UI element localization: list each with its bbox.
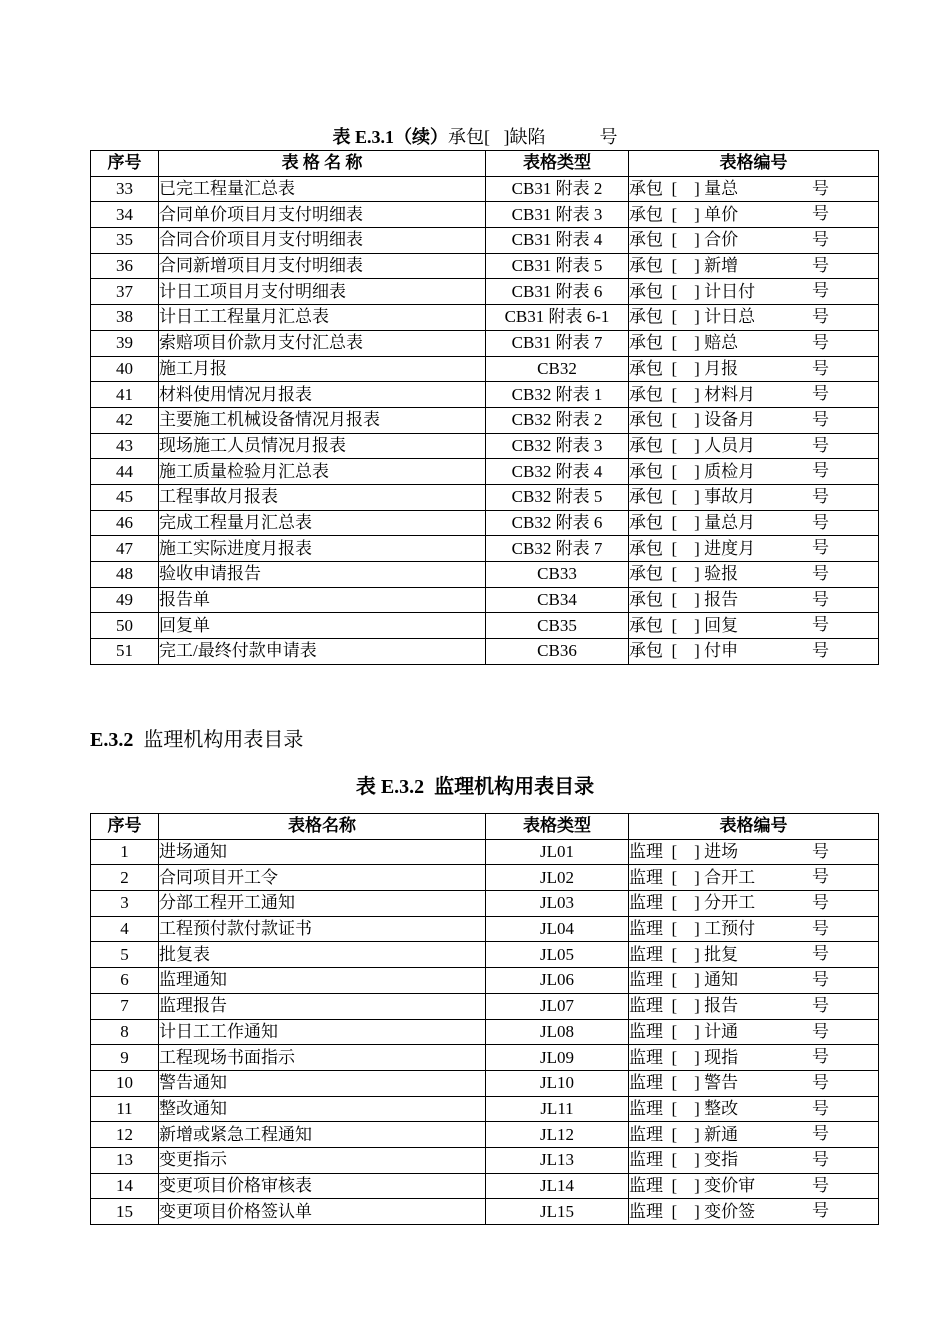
table-row: [91, 407, 879, 433]
table-row: [91, 1096, 879, 1122]
form-code: [629, 330, 879, 356]
table-row: [91, 510, 879, 536]
row-number: 44: [91, 459, 159, 485]
form-code: [629, 562, 879, 588]
form-code-suffix: 号: [812, 204, 829, 224]
form-code: [629, 968, 879, 994]
form-code: [629, 1199, 879, 1225]
row-number: 43: [91, 433, 159, 459]
row-number: 39: [91, 330, 159, 356]
form-code: [629, 1147, 879, 1173]
form-name: 工程现场书面指示: [159, 1045, 486, 1071]
form-code: [629, 484, 879, 510]
form-name: 回复单: [159, 613, 486, 639]
table-row: [91, 305, 879, 331]
table2-caption-label: 表 E.3.2 监理机构用表目录: [355, 776, 595, 798]
row-number: 11: [91, 1096, 159, 1122]
form-code-prefix: 监理 [ ] 通知: [629, 970, 739, 990]
row-number: 46: [91, 510, 159, 536]
form-name: 施工月报: [159, 356, 486, 382]
column-header-type: 表格类型: [486, 814, 629, 840]
form-type: JL04: [486, 916, 629, 942]
form-code-suffix: 号: [812, 409, 829, 429]
form-code-suffix: 号: [812, 918, 829, 938]
table-row: [91, 1147, 879, 1173]
table-row: [91, 942, 879, 968]
form-name: 合同项目开工令: [159, 865, 486, 891]
form-type: CB32 附表 4: [486, 459, 629, 485]
table-row: [91, 433, 879, 459]
form-code-prefix: 承包 [ ] 进度月: [629, 538, 756, 558]
form-name: 分部工程开工通知: [159, 891, 486, 917]
row-number: 10: [91, 1070, 159, 1096]
row-number: 2: [91, 865, 159, 891]
form-code-suffix: 号: [812, 435, 829, 455]
form-code-suffix: 号: [812, 358, 829, 378]
form-name: 警告通知: [159, 1070, 486, 1096]
row-number: 48: [91, 562, 159, 588]
row-number: 9: [91, 1045, 159, 1071]
form-name: 监理报告: [159, 993, 486, 1019]
form-code: [629, 865, 879, 891]
row-number: 38: [91, 305, 159, 331]
table-row: [91, 639, 879, 665]
form-code: [629, 510, 879, 536]
row-number: 37: [91, 279, 159, 305]
form-type: JL01: [486, 839, 629, 865]
form-code-prefix: 承包 [ ] 新增: [629, 256, 739, 276]
form-code-suffix: 号: [812, 512, 829, 532]
form-name: 完成工程量月汇总表: [159, 510, 486, 536]
form-type: CB35: [486, 613, 629, 639]
form-code-suffix: 号: [812, 615, 829, 635]
table-row: [91, 382, 879, 408]
form-type: JL13: [486, 1147, 629, 1173]
form-code-prefix: 承包 [ ] 验报: [629, 564, 739, 584]
section-heading: [90, 728, 303, 752]
form-code-prefix: 监理 [ ] 分开工: [629, 893, 756, 913]
table1-caption-text: 承包[ ]缺陷 号: [448, 127, 618, 147]
form-code-prefix: 监理 [ ] 整改: [629, 1098, 739, 1118]
form-code-suffix: 号: [812, 1175, 829, 1195]
form-code-suffix: 号: [812, 486, 829, 506]
form-code: [629, 253, 879, 279]
table2-body: [91, 839, 879, 1224]
table1-header-row: [91, 151, 879, 177]
form-type: CB32 附表 1: [486, 382, 629, 408]
form-name: 索赔项目价款月支付汇总表: [159, 330, 486, 356]
section-number: E.3.2: [90, 729, 134, 751]
form-code-suffix: 号: [812, 461, 829, 481]
row-number: 41: [91, 382, 159, 408]
row-number: 5: [91, 942, 159, 968]
column-header-name: 表格名称: [159, 814, 486, 840]
form-code-suffix: 号: [812, 867, 829, 887]
column-header-no: 序号: [91, 814, 159, 840]
form-type: JL09: [486, 1045, 629, 1071]
form-code-suffix: 号: [812, 564, 829, 583]
form-code-prefix: 监理 [ ] 新通: [629, 1124, 739, 1144]
form-code: [629, 382, 879, 408]
form-code: [629, 993, 879, 1019]
table1-caption-label: 表 E.3.1（续）: [332, 127, 448, 147]
row-number: 36: [91, 253, 159, 279]
row-number: 7: [91, 993, 159, 1019]
form-type: CB31 附表 5: [486, 253, 629, 279]
form-type: JL08: [486, 1019, 629, 1045]
form-code: [629, 1173, 879, 1199]
form-code: [629, 1096, 879, 1122]
form-code-suffix: 号: [812, 255, 829, 275]
form-code-prefix: 承包 [ ] 月报: [629, 358, 739, 378]
table-row: [91, 1045, 879, 1071]
table-row: [91, 253, 879, 279]
row-number: 42: [91, 407, 159, 433]
table1: [90, 150, 879, 665]
form-type: CB31 附表 4: [486, 228, 629, 254]
form-type: JL07: [486, 993, 629, 1019]
form-code: [629, 279, 879, 305]
form-name: 主要施工机械设备情况月报表: [159, 407, 486, 433]
form-code: [629, 1122, 879, 1148]
row-number: 15: [91, 1199, 159, 1225]
form-code-prefix: 承包 [ ] 事故月: [629, 487, 756, 507]
form-name: 验收申请报告: [159, 562, 486, 588]
form-code-prefix: 监理 [ ] 现指: [629, 1047, 739, 1067]
form-code: [629, 305, 879, 331]
row-number: 3: [91, 891, 159, 917]
form-code-prefix: 承包 [ ] 单价: [629, 204, 739, 224]
form-code: [629, 176, 879, 202]
form-code-prefix: 监理 [ ] 变价审: [629, 1175, 756, 1195]
form-type: CB32 附表 5: [486, 484, 629, 510]
form-type: CB33: [486, 562, 629, 588]
form-name: 施工质量检验月汇总表: [159, 459, 486, 485]
form-name: 进场通知: [159, 839, 486, 865]
form-code-suffix: 号: [812, 944, 829, 964]
form-type: JL02: [486, 865, 629, 891]
table-row: [91, 1070, 879, 1096]
form-code-suffix: 号: [812, 970, 829, 990]
form-code: [629, 613, 879, 639]
form-name: 批复表: [159, 942, 486, 968]
form-name: 变更项目价格审核表: [159, 1173, 486, 1199]
form-name: 施工实际进度月报表: [159, 536, 486, 562]
form-code-prefix: 承包 [ ] 质检月: [629, 461, 756, 481]
row-number: 6: [91, 968, 159, 994]
form-name: 计日工项目月支付明细表: [159, 279, 486, 305]
row-number: 45: [91, 484, 159, 510]
form-type: JL11: [486, 1096, 629, 1122]
form-code-suffix: 号: [812, 995, 829, 1015]
row-number: 8: [91, 1019, 159, 1045]
form-code-suffix: 号: [812, 1149, 829, 1169]
form-code-prefix: 监理 [ ] 变指: [629, 1150, 739, 1170]
form-code-prefix: 监理 [ ] 变价签: [629, 1201, 756, 1221]
row-number: 12: [91, 1122, 159, 1148]
section-title: 监理机构用表目录: [143, 729, 304, 751]
form-code-prefix: 监理 [ ] 批复: [629, 944, 739, 964]
form-code-suffix: 号: [812, 178, 829, 198]
form-code: [629, 891, 879, 917]
row-number: 50: [91, 613, 159, 639]
form-code: [629, 587, 879, 613]
row-number: 1: [91, 839, 159, 865]
form-name: 计日工工程量月汇总表: [159, 305, 486, 331]
form-code-prefix: 承包 [ ] 赔总: [629, 333, 739, 353]
row-number: 49: [91, 587, 159, 613]
form-type: CB36: [486, 639, 629, 665]
form-type: JL15: [486, 1199, 629, 1225]
table-row: [91, 1199, 879, 1225]
row-number: 33: [91, 176, 159, 202]
table2: [90, 813, 879, 1225]
form-code-suffix: 号: [812, 384, 829, 404]
table-row: [91, 993, 879, 1019]
form-name: 新增或紧急工程通知: [159, 1122, 486, 1148]
form-type: CB32 附表 6: [486, 510, 629, 536]
column-header-name: 表 格 名 称: [159, 151, 486, 177]
table-row: [91, 562, 879, 588]
form-name: 报告单: [159, 587, 486, 613]
form-type: JL10: [486, 1070, 629, 1096]
column-header-code: 表格编号: [629, 151, 879, 177]
table-row: [91, 839, 879, 865]
table-row: [91, 1173, 879, 1199]
form-code: [629, 356, 879, 382]
form-code-prefix: 承包 [ ] 报告: [629, 590, 739, 610]
form-type: JL12: [486, 1122, 629, 1148]
table-row: [91, 1019, 879, 1045]
table-row: [91, 536, 879, 562]
form-code: [629, 536, 879, 562]
form-code: [629, 202, 879, 228]
form-code-suffix: 号: [812, 1047, 829, 1067]
row-number: 13: [91, 1147, 159, 1173]
form-code-prefix: 承包 [ ] 回复: [629, 615, 739, 635]
form-type: CB31 附表 6-1: [486, 305, 629, 331]
form-code-prefix: 承包 [ ] 付申: [629, 641, 739, 661]
table-row: [91, 916, 879, 942]
form-type: CB32 附表 2: [486, 407, 629, 433]
form-code-prefix: 监理 [ ] 警告: [629, 1073, 739, 1093]
form-name: 监理通知: [159, 968, 486, 994]
row-number: 14: [91, 1173, 159, 1199]
form-code: [629, 639, 879, 665]
form-type: CB32 附表 3: [486, 433, 629, 459]
table-row: [91, 891, 879, 917]
form-code: [629, 228, 879, 254]
form-type: CB31 附表 2: [486, 176, 629, 202]
form-type: CB32: [486, 356, 629, 382]
form-code-prefix: 承包 [ ] 材料月: [629, 384, 756, 404]
table-row: [91, 228, 879, 254]
form-type: CB31 附表 7: [486, 330, 629, 356]
table-row: [91, 613, 879, 639]
form-code: [629, 916, 879, 942]
form-code-suffix: 号: [812, 1124, 829, 1144]
form-code-suffix: 号: [812, 841, 829, 861]
form-type: JL03: [486, 891, 629, 917]
form-code: [629, 1045, 879, 1071]
form-type: JL14: [486, 1173, 629, 1199]
form-name: 整改通知: [159, 1096, 486, 1122]
form-name: 已完工程量汇总表: [159, 176, 486, 202]
table-row: [91, 202, 879, 228]
table-row: [91, 1122, 879, 1148]
form-name: 合同合价项目月支付明细表: [159, 228, 486, 254]
form-code-suffix: 号: [812, 1072, 829, 1092]
form-code-prefix: 承包 [ ] 计日总: [629, 307, 756, 327]
form-type: JL05: [486, 942, 629, 968]
form-code-prefix: 承包 [ ] 量总: [629, 179, 739, 199]
form-code-suffix: 号: [812, 230, 829, 250]
table-row: [91, 484, 879, 510]
form-code-suffix: 号: [812, 538, 829, 558]
form-type: JL06: [486, 968, 629, 994]
form-code-suffix: 号: [812, 641, 829, 661]
form-name: 材料使用情况月报表: [159, 382, 486, 408]
row-number: 47: [91, 536, 159, 562]
table-row: [91, 968, 879, 994]
form-code-suffix: 号: [812, 332, 829, 352]
row-number: 35: [91, 228, 159, 254]
form-type: CB31 附表 3: [486, 202, 629, 228]
table1-caption: [0, 126, 950, 148]
form-code: [629, 407, 879, 433]
form-code-prefix: 监理 [ ] 计通: [629, 1021, 739, 1041]
table-row: [91, 865, 879, 891]
form-code-suffix: 号: [812, 1098, 829, 1118]
form-name: 完工/最终付款申请表: [159, 639, 486, 665]
table2-header-row: [91, 814, 879, 840]
form-name: 工程事故月报表: [159, 484, 486, 510]
table-row: [91, 330, 879, 356]
form-code: [629, 839, 879, 865]
column-header-code: 表格编号: [629, 814, 879, 840]
form-code: [629, 1019, 879, 1045]
form-name: 变更项目价格签认单: [159, 1199, 486, 1225]
row-number: 51: [91, 639, 159, 665]
table-row: [91, 279, 879, 305]
row-number: 40: [91, 356, 159, 382]
form-name: 计日工工作通知: [159, 1019, 486, 1045]
form-code-prefix: 承包 [ ] 合价: [629, 230, 739, 250]
table1-body: [91, 176, 879, 664]
column-header-no: 序号: [91, 151, 159, 177]
column-header-type: 表格类型: [486, 151, 629, 177]
form-name: 现场施工人员情况月报表: [159, 433, 486, 459]
form-code: [629, 1070, 879, 1096]
form-code-suffix: 号: [812, 893, 829, 913]
table2-caption: [0, 776, 950, 798]
form-code: [629, 433, 879, 459]
form-code-prefix: 监理 [ ] 合开工: [629, 867, 756, 887]
form-code-prefix: 监理 [ ] 报告: [629, 996, 739, 1016]
form-code-prefix: 承包 [ ] 人员月: [629, 435, 756, 455]
row-number: 34: [91, 202, 159, 228]
form-code-suffix: 号: [812, 281, 829, 301]
form-type: CB32 附表 7: [486, 536, 629, 562]
form-code-suffix: 号: [812, 307, 829, 327]
form-code-prefix: 监理 [ ] 工预付: [629, 919, 756, 939]
form-name: 合同单价项目月支付明细表: [159, 202, 486, 228]
form-name: 合同新增项目月支付明细表: [159, 253, 486, 279]
form-type: CB31 附表 6: [486, 279, 629, 305]
form-code: [629, 942, 879, 968]
table-row: [91, 587, 879, 613]
form-code-prefix: 承包 [ ] 计日付: [629, 281, 756, 301]
form-code-prefix: 承包 [ ] 设备月: [629, 410, 756, 430]
form-code-suffix: 号: [812, 1201, 829, 1221]
table-row: [91, 459, 879, 485]
table-row: [91, 356, 879, 382]
form-code-suffix: 号: [812, 589, 829, 609]
form-code-prefix: 监理 [ ] 进场: [629, 842, 739, 862]
form-type: CB34: [486, 587, 629, 613]
row-number: 4: [91, 916, 159, 942]
form-name: 工程预付款付款证书: [159, 916, 486, 942]
form-code-prefix: 承包 [ ] 量总月: [629, 512, 756, 532]
form-name: 变更指示: [159, 1147, 486, 1173]
form-code: [629, 459, 879, 485]
table-row: [91, 176, 879, 202]
form-code-suffix: 号: [812, 1021, 829, 1041]
